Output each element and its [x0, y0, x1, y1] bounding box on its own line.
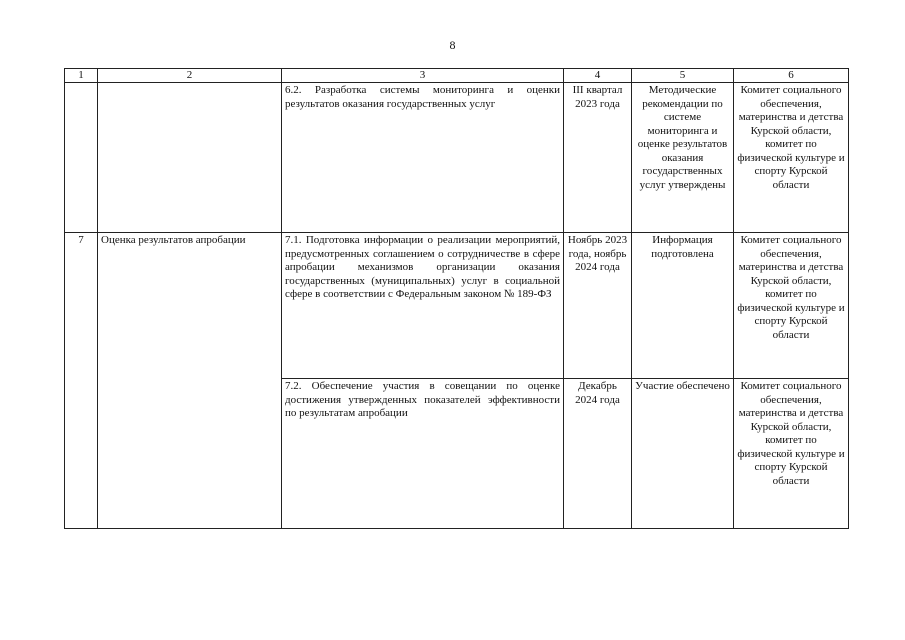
- header-col-4: 4: [564, 69, 632, 83]
- row-7-1-deadline: Ноябрь 2023 года, ноябрь 2024 года: [564, 233, 632, 379]
- plan-table: [64, 68, 849, 529]
- row-6-2-deadline: III квартал 2023 года: [564, 83, 632, 233]
- row-6-2-number-cell: [65, 83, 98, 233]
- row-7-1-action: 7.1. Подготовка информации о реализации мероприятий, предусмотренных соглашением о сотрудничестве в сфере апробации механизмов организации оказания государственных (муниципальных) услуг в социальной сфере в соответствии с Федеральным законом № 189-ФЗ: [282, 233, 564, 379]
- header-row: [65, 69, 849, 83]
- header-col-5: 5: [632, 69, 734, 83]
- row-7-2-result: Участие обеспечено: [632, 379, 734, 529]
- page-number: 8: [449, 38, 456, 52]
- row-7-2-action: 7.2. Обеспечение участия в совещании по оценке достижения утвержденных показателей эффективности по результатам апробации: [282, 379, 564, 529]
- table-row-6-2: [65, 83, 849, 233]
- row-6-2-result: Методические рекомендации по системе мониторинга и оценке результатов оказания государственных услуг утверждены: [632, 83, 734, 233]
- row-7-2-deadline: Декабрь 2024 года: [564, 379, 632, 529]
- row-7-1-responsible: Комитет социального обеспечения, материнства и детства Курской области, комитет по физической культуре и спорту Курской области: [734, 233, 849, 379]
- table-row-7-1: [65, 233, 849, 379]
- header-col-2: 2: [98, 69, 282, 83]
- header-col-6: 6: [734, 69, 849, 83]
- row-7-1-result: Информация подготовлена: [632, 233, 734, 379]
- header-col-1: 1: [65, 69, 98, 83]
- row-7-number: 7: [65, 233, 98, 529]
- header-col-3: 3: [282, 69, 564, 83]
- row-6-2-stage-cell: [98, 83, 282, 233]
- row-6-2-action: 6.2. Разработка системы мониторинга и оценки результатов оказания государственных услуг: [282, 83, 564, 233]
- row-6-2-responsible: Комитет социального обеспечения, материнства и детства Курской области, комитет по физической культуре и спорту Курской области: [734, 83, 849, 233]
- row-7-stage: Оценка результатов апробации: [98, 233, 282, 529]
- row-7-2-responsible: Комитет социального обеспечения, материнства и детства Курской области, комитет по физической культуре и спорту Курской области: [734, 379, 849, 529]
